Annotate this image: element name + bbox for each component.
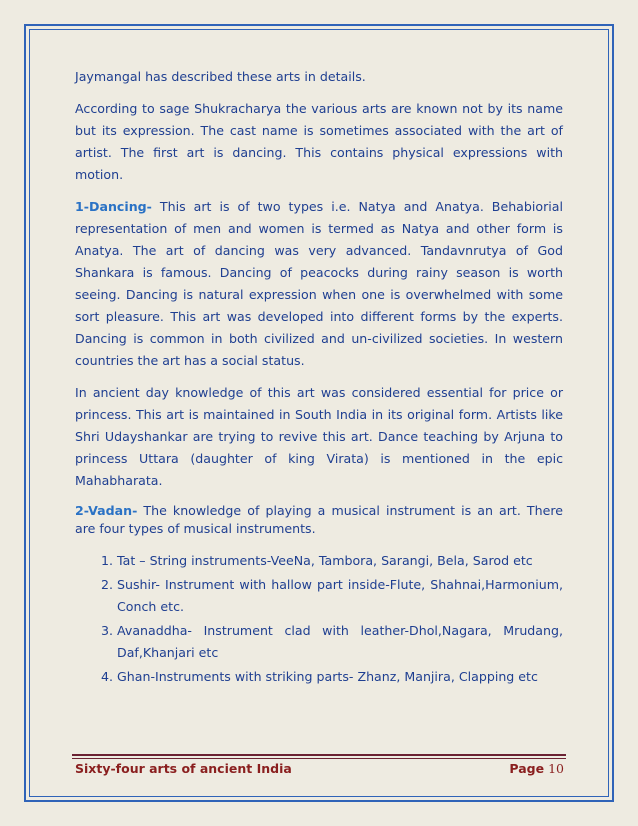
footer-title: Sixty-four arts of ancient India bbox=[75, 761, 292, 776]
list-item: 3. Avanaddha- Instrument clad with leather-Dhol,Nagara, Mrudang, Daf,Khanjari etc bbox=[117, 620, 563, 664]
list-item: 4. Ghan-Instruments with striking parts- Zhanz, Manjira, Clapping etc bbox=[117, 666, 563, 688]
footer-page-number bbox=[509, 761, 564, 776]
instrument-list bbox=[75, 550, 563, 688]
list-item: 2. Sushir- Instrument with hallow part inside-Flute, Shahnai,Harmonium, Conch etc. bbox=[117, 574, 563, 618]
page-label: Page bbox=[509, 761, 545, 776]
document-body bbox=[75, 66, 563, 690]
footer-rule-thin bbox=[72, 758, 566, 759]
heading-dancing: 1-Dancing- bbox=[75, 199, 152, 214]
page-number: 10 bbox=[548, 761, 564, 776]
paragraph-ancient-knowledge: In ancient day knowledge of this art was considered essential for price or princess. This art is maintained in South India in its original form. Artists like Shri Udayshankar are trying to revive this art. Dance teaching by Arjuna to princess Uttara (daughter of king Virata) is mentioned in the epic Mahabharata. bbox=[75, 385, 563, 488]
footer-rule bbox=[72, 754, 566, 756]
paragraph-vadan bbox=[75, 502, 563, 538]
paragraph-shukracharya: According to sage Shukracharya the various arts are known not by its name but its expression. The cast name is sometimes associated with the art of artist. The first art is dancing. This contains physical expressions with motion. bbox=[75, 101, 563, 182]
vadan-text: The knowledge of playing a musical instrument is an art. There are four types of musical instruments. bbox=[75, 503, 563, 536]
paragraph-dancing bbox=[75, 196, 563, 372]
paragraph-intro: Jaymangal has described these arts in details. bbox=[75, 69, 366, 84]
dancing-text: This art is of two types i.e. Natya and Anatya. Behabiorial representation of men and women is termed as Natya and other form is Anatya. The art of dancing was very advanced. Tandavnrutya of God Shankara is famous. Dancing of peacocks during rainy season is worth seeing. Dancing is natural expression when one is overwhelmed with some sort pleasure. This art was developed into different forms by the experts. Dancing is common in both civilized and un-civilized societies. In western countries the art has a social status. bbox=[75, 199, 563, 368]
list-item: 1. Tat – String instruments-VeeNa, Tambora, Sarangi, Bela, Sarod etc bbox=[117, 550, 563, 572]
heading-vadan: 2-Vadan- bbox=[75, 503, 138, 518]
